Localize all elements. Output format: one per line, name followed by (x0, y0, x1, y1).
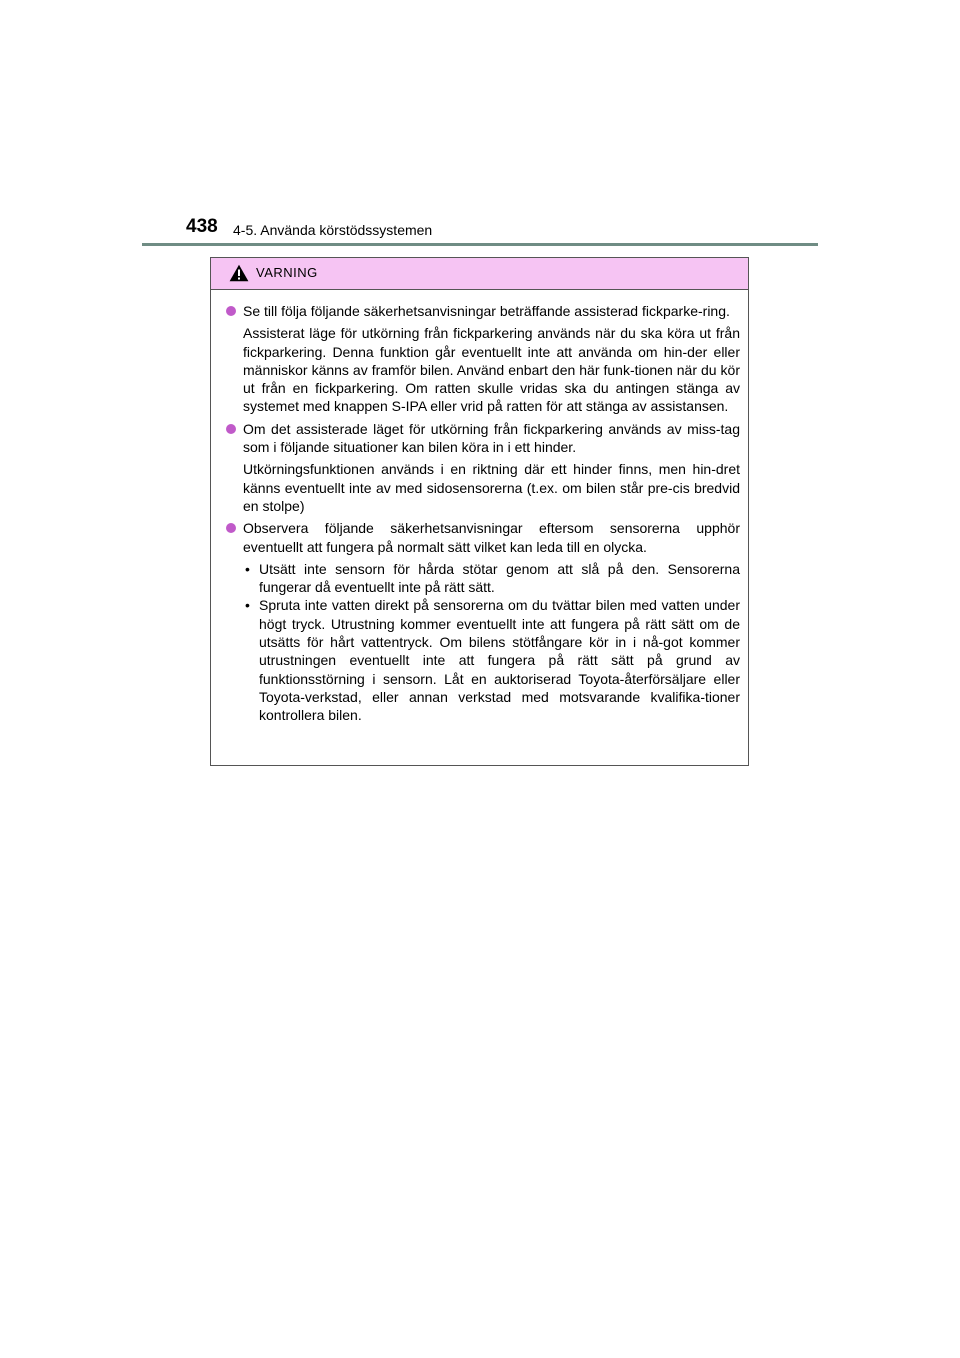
warning-item-paragraph: Utkörningsfunktionen används i en riktning där ett hinder finns, men hin-dret känns eventuellt inte av med sidosensorerna (t.ex. om bilen står pre-cis bredvid en stolpe) (243, 461, 740, 514)
warning-sub-list-item (243, 560, 740, 597)
warning-sub-list-text: Utsätt inte sensorn för hårda stötar genom att slå på den. Sensorerna fungerar då eventuellt inte på rätt sätt. (259, 560, 740, 596)
dot-bullet-icon: • (245, 597, 250, 614)
dot-bullet-icon: • (245, 560, 250, 577)
warning-box (210, 257, 749, 766)
warning-body (211, 290, 748, 725)
warning-sub-list (243, 560, 740, 725)
warning-sub-list-item (243, 596, 740, 724)
warning-item (221, 420, 740, 515)
warning-triangle-icon (229, 264, 249, 282)
round-bullet-icon (226, 523, 236, 533)
warning-item (221, 519, 740, 724)
warning-item-lead: Se till följa följande säkerhetsanvisningar beträffande assisterad fickparke-ring. (243, 303, 730, 319)
warning-title: VARNING (256, 265, 318, 280)
section-title: 4-5. Använda körstödssystemen (233, 222, 433, 238)
warning-item (221, 302, 740, 416)
header-rule (142, 243, 818, 246)
warning-sub-list-text: Spruta inte vatten direkt på sensorerna om du tvättar bilen med vatten under högt tryck. Utrustning kommer eventuellt inte att fungera på rätt sätt om de utsätts för hårt vattentryck. Om bilens stötfångare kör in i nå-got kommer utrustningen eventuellt inte att fungera på rätt sätt på grund av funktionsstörning i sensorn. Låt en auktoriserad Toyota-återförsäljare eller Toyota-verkstad, eller annan verkstad med motsvarande kvalifika-tioner kontrollera bilen. (259, 597, 740, 724)
warning-item-lead: Om det assisterade läget för utkörning från fickparkering används av miss-tag som i följande situationer kan bilen köra in i ett hinder. (243, 420, 740, 456)
warning-item-paragraph: Assisterat läge för utkörning från fickparkering används när du ska köra ut från fickparkering. Denna funktion går eventuellt inte att använda om hin-der eller människor känns av framför bilen. Använd enbart den här funk-tionen när du kör ut från en fickparkering. Om ratten skulle vridas ska du antingen stänga av systemet med knappen S-IPA eller vrid på ratten för att stänga av assistansen. (243, 325, 740, 415)
round-bullet-icon (226, 306, 236, 316)
warning-header (211, 258, 748, 290)
warning-item-lead: Observera följande säkerhetsanvisningar eftersom sensorerna upphör eventuellt att fungera på normalt sätt vilket kan leda till en olycka. (243, 520, 740, 555)
round-bullet-icon (226, 424, 236, 434)
page-number: 438 (186, 216, 218, 237)
